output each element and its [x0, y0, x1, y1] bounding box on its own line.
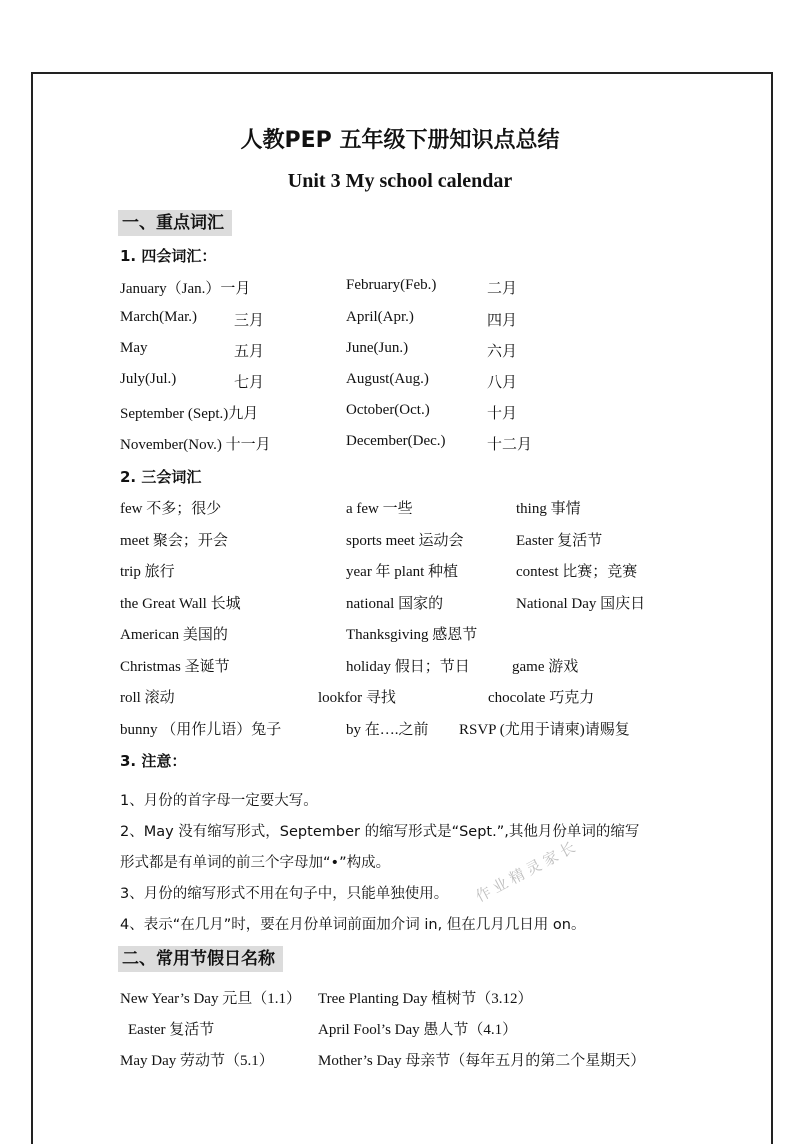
word-meaning: 十二月 — [487, 437, 533, 453]
word-meaning: 四月 — [487, 313, 518, 329]
word-entry: game 游戏 — [512, 659, 579, 675]
word-meaning: 二月 — [487, 281, 518, 297]
note-line: 1、月份的首字母一定要大写。 — [120, 793, 318, 809]
word-entry: April(Apr.) — [346, 309, 414, 325]
word-entry: March(Mar.) — [120, 309, 198, 325]
word-meaning: 十月 — [487, 406, 518, 422]
word-entry: trip 旅行 — [120, 564, 175, 580]
word-meaning: 五月 — [234, 344, 265, 360]
word-entry: by 在….之前 — [346, 722, 429, 738]
word-entry: sports meet 运动会 — [346, 533, 464, 549]
word-entry: bunny （用作儿语）兔子 — [120, 722, 282, 738]
word-entry: few 不多；很少 — [120, 501, 222, 517]
word-entry: RSVP (尤用于请柬)请赐复 — [459, 722, 630, 738]
word-meaning: 六月 — [487, 344, 518, 360]
holiday-entry: May Day 劳动节（5.1） — [120, 1053, 274, 1069]
word-entry: year 年 plant 种植 — [346, 564, 459, 580]
word-entry: National Day 国庆日 — [516, 596, 646, 612]
word-meaning: 七月 — [234, 375, 265, 391]
word-entry: August(Aug.) — [346, 371, 429, 387]
word-entry: May — [120, 340, 148, 356]
subheading-notes: 3. 注意： — [120, 752, 187, 770]
word-meaning: 八月 — [487, 375, 518, 391]
word-entry: American 美国的 — [120, 627, 228, 643]
word-entry: Christmas 圣诞节 — [120, 659, 230, 675]
note-line: 形式都是有单词的前三个字母加“•”构成。 — [120, 855, 391, 871]
word-entry: a few 一些 — [346, 501, 413, 517]
note-line: 3、月份的缩写形式不用在句子中，只能单独使用。 — [120, 886, 449, 902]
word-entry: October(Oct.) — [346, 402, 430, 418]
word-entry: December(Dec.) — [346, 433, 446, 449]
note-line: 4、表示“在几月”时，要在月份单词前面加介词 in, 但在几月几日用 on。 — [120, 917, 586, 933]
word-entry: lookfor 寻找 — [318, 690, 396, 706]
page-title: 人教PEP 五年级下册知识点总结 — [240, 128, 560, 153]
word-entry: July(Jul.) — [120, 371, 177, 387]
page-subtitle: Unit 3 My school calendar — [287, 170, 513, 192]
word-entry: Easter 复活节 — [516, 533, 603, 549]
word-entry: February(Feb.) — [346, 277, 437, 293]
holiday-entry: Easter 复活节 — [128, 1022, 215, 1038]
word-meaning: 三月 — [234, 313, 265, 329]
watermark: 作业精灵家长 — [472, 836, 582, 906]
holiday-entry: New Year’s Day 元旦（1.1） — [120, 991, 301, 1007]
holiday-entry: Tree Planting Day 植树节（3.12） — [318, 991, 533, 1007]
word-entry: meet 聚会；开会 — [120, 533, 228, 549]
word-entry: contest 比赛；竞赛 — [516, 564, 638, 580]
word-entry: thing 事情 — [516, 501, 581, 517]
word-entry: September (Sept.)九月 — [120, 406, 259, 422]
subheading-three-skill: 2. 三会词汇 — [120, 468, 202, 486]
holiday-entry: Mother’s Day 母亲节（每年五月的第二个星期天） — [318, 1053, 646, 1069]
note-line: 2、May 没有缩写形式，September 的缩写形式是“Sept.”,其他月份单词的缩写 — [120, 824, 640, 840]
section-heading-holidays: 二、常用节假日名称 — [118, 946, 283, 972]
word-entry: chocolate 巧克力 — [488, 690, 595, 706]
word-entry: January（Jan.）一月 — [120, 281, 251, 297]
word-entry: holiday 假日；节日 — [346, 659, 470, 675]
word-entry: Thanksgiving 感恩节 — [346, 627, 478, 643]
subheading-four-skill: 1. 四会词汇： — [120, 247, 217, 265]
word-entry: November(Nov.) 十一月 — [120, 437, 271, 453]
word-entry: roll 滚动 — [120, 690, 175, 706]
holiday-entry: April Fool’s Day 愚人节（4.1） — [318, 1022, 518, 1038]
word-entry: June(Jun.) — [346, 340, 409, 356]
section-heading-vocabulary: 一、重点词汇 — [118, 210, 232, 236]
word-entry: national 国家的 — [346, 596, 444, 612]
word-entry: the Great Wall 长城 — [120, 596, 241, 612]
